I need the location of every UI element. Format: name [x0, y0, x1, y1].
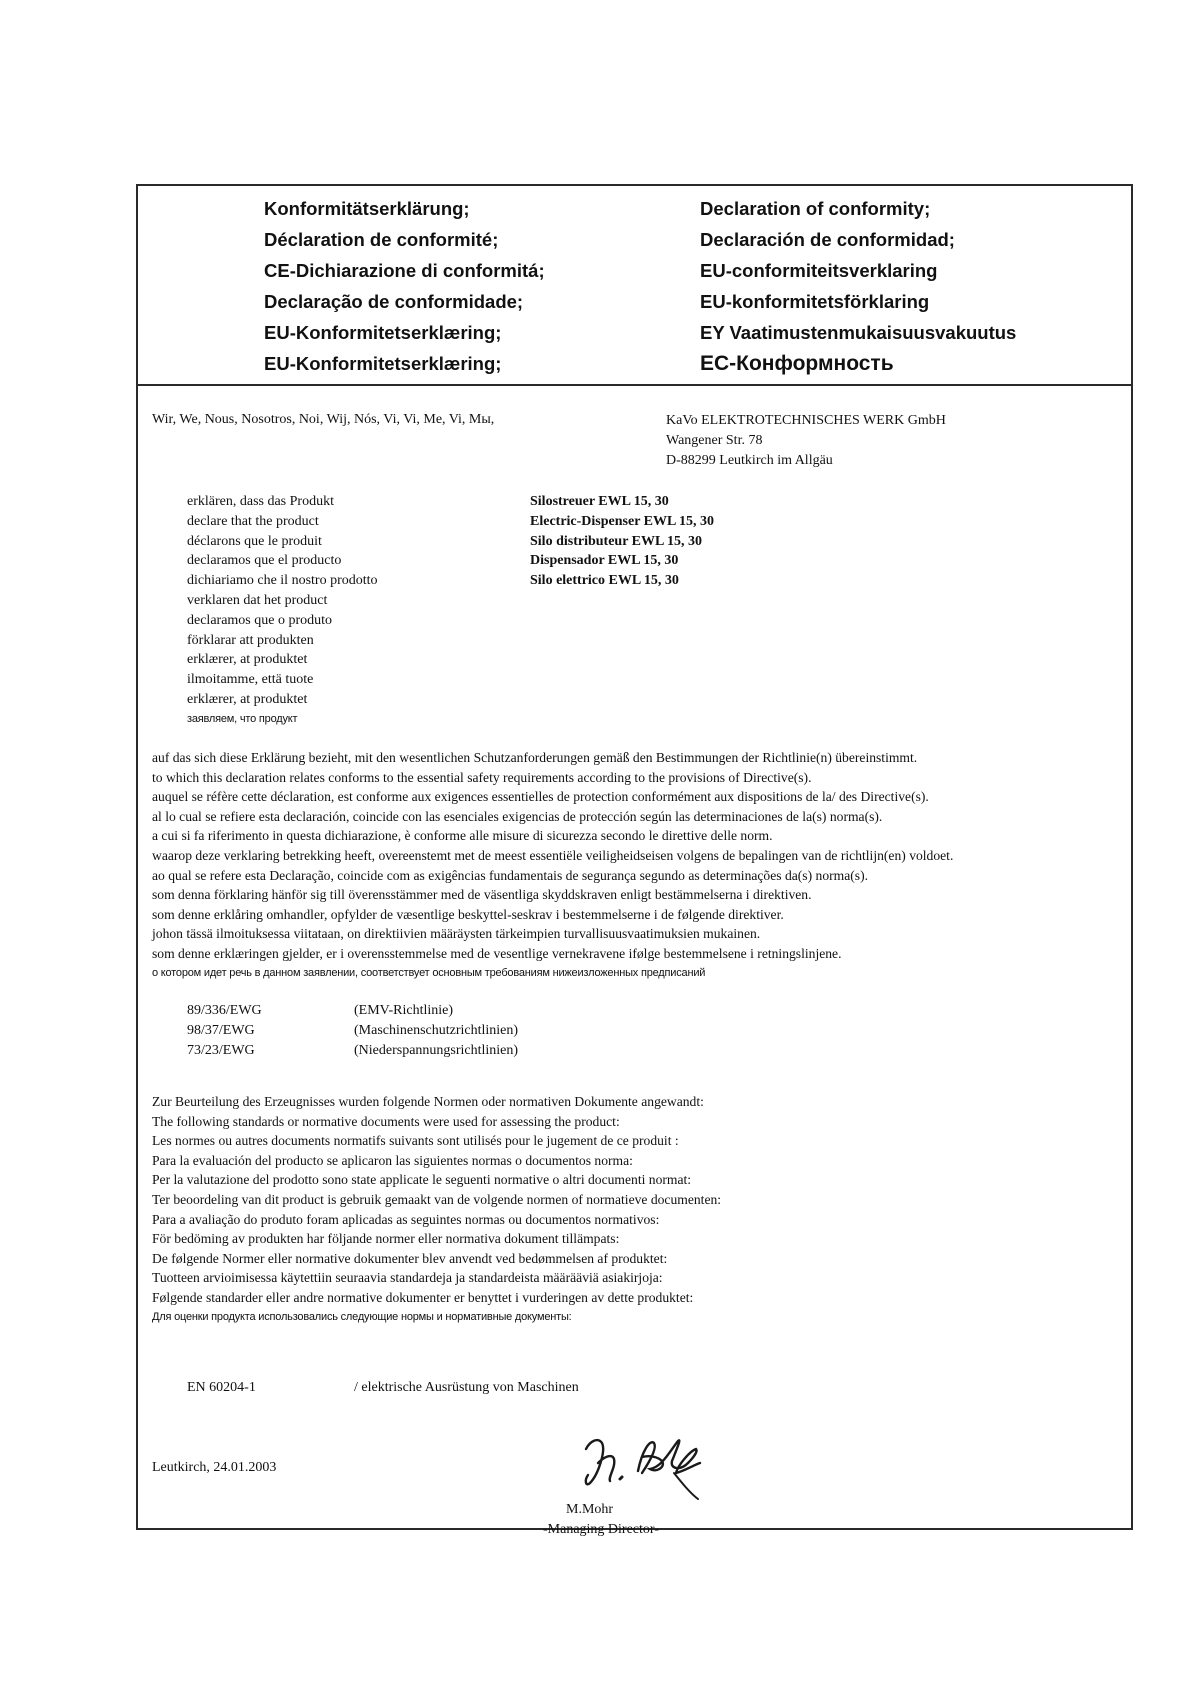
- standards-statement: De følgende Normer eller normative dokumenter blev anvendt ved bedømmelsen af produktet:: [152, 1250, 668, 1266]
- conformity-statement: auf das sich diese Erklärung bezieht, mit den wesentlichen Schutzanforderungen gemäß den Bestimmungen der Richtlinie(n) übereinstimmt.: [152, 750, 918, 765]
- directive-name: (Maschinenschutzrichtlinien): [354, 1022, 519, 1038]
- conformity-statement: to which this declaration relates conforms to the essential safety requirements according to the provisions of Directive(s).: [152, 769, 812, 785]
- conformity-statement: auquel se réfère cette déclaration, est conforme aux exigences essentielles de protection conformément aux dispositions de la/ des Directive(s).: [152, 789, 929, 805]
- product-names: [530, 492, 714, 591]
- declare-phrase: заявляем, что продукт: [187, 712, 298, 725]
- conformity-statement: a cui si fa riferimento in questa dichiarazione, è conforme alle misure di sicurezza secondo le direttive delle norm.: [152, 828, 773, 844]
- header-title: Declaration of conformity;: [700, 198, 931, 219]
- declare-phrase: erklærer, at produktet: [187, 691, 308, 707]
- standards-statement: Zur Beurteilung des Erzeugnisses wurden folgende Normen oder normativen Dokumente angewandt:: [152, 1094, 704, 1109]
- conformity-statement: som denne erklåring omhandler, opfylder de væsentlige beskyttel-seskrav i bestemmelserne i de følgende direktiver.: [152, 906, 784, 922]
- place-date: Leutkirch, 24.01.2003: [152, 1460, 277, 1475]
- conformity-statement: waarop deze verklaring betrekking heeft, overeenstemt met de meest essentiële veiligheidseisen volgens de bepalingen van de richtlijn(en) voldoet.: [152, 847, 954, 863]
- manufacturer-name: KaVo ELEKTROTECHNISCHES WERK GmbH: [666, 413, 946, 428]
- product-name: Silostreuer EWL 15, 30: [530, 494, 669, 509]
- declare-phrase: declaramos que o produto: [187, 612, 333, 628]
- product-name: Silo distributeur EWL 15, 30: [530, 533, 703, 549]
- standards-statement: Para a avaliação do produto foram aplicadas as seguintes normas ou documentos normativos:: [152, 1211, 660, 1227]
- declare-phrase: dichiariamo che il nostro prodotto: [187, 573, 378, 589]
- declare-phrase: déclarons que le produit: [187, 533, 322, 549]
- standards-statement: Tuotteen arvioimisessa käytettiin seuraavia standardeja ja standardeista määrääviä asiakirjoja:: [152, 1270, 663, 1286]
- header-title: ЕС-Конформность: [700, 352, 894, 375]
- conformity-statement: al lo cual se refiere esta declaración, coincide con las esenciales exigencias de protección según las determinaciones de la(s) norma(s).: [152, 808, 883, 824]
- declare-phrases: [187, 492, 378, 730]
- directive-code: 98/37/EWG: [187, 1022, 255, 1038]
- conformity-statement: ao qual se refere esta Declaração, coincide com as exigências fundamentais de segurança segundo as determinações da(s) norma(s).: [152, 867, 868, 883]
- directive-name: (Niederspannungsrichtlinien): [354, 1042, 519, 1058]
- conformity-statement: о котором идет речь в данном заявлении, соответствует основным требованиям нижеизложенных предписаний: [152, 966, 706, 979]
- document-header: [138, 186, 1131, 386]
- conformity-statement: som denne erklæringen gjelder, er i overensstemmelse med de vesentlige vernekravene ifølge bestemmelsene i retningslinjene.: [152, 945, 842, 961]
- standards-statements: [152, 1092, 721, 1327]
- directive-names: [354, 1001, 518, 1060]
- conformity-statement: johon tässä ilmoituksessa viitataan, on direktiivien määräysten tärkeimpien turvallisuusvaatimuksien mukainen.: [152, 926, 761, 942]
- header-title: Déclaration de conformité;: [264, 229, 499, 250]
- header-title: CE-Dichiarazione di conformitá;: [264, 260, 545, 281]
- directive-code: 89/336/EWG: [187, 1003, 262, 1018]
- conformity-statements: [152, 748, 953, 983]
- product-name: Dispensador EWL 15, 30: [530, 553, 679, 569]
- declare-phrase: förklarar att produkten: [187, 632, 314, 648]
- signature: [558, 1411, 758, 1501]
- directive-name: (EMV-Richtlinie): [354, 1003, 454, 1018]
- declare-phrase: ilmoitamme, että tuote: [187, 672, 314, 688]
- declare-phrase: declaramos que el producto: [187, 553, 342, 569]
- standards-statement: Ter beoordeling van dit product is gebruik gemaakt van de volgende normen of normatieve documenten:: [152, 1191, 722, 1207]
- manufacturer-city: D-88299 Leutkirch im Allgäu: [666, 452, 833, 468]
- standards-statement: Для оценки продукта использовались следующие нормы и нормативные документы:: [152, 1310, 572, 1323]
- header-title: EY Vaatimustenmukaisuusvakuutus: [700, 322, 1017, 343]
- declaration-document: [136, 184, 1133, 1537]
- declare-phrase: erklærer, at produktet: [187, 652, 308, 668]
- standards-statement: Per la valutazione del prodotto sono state applicate le seguenti normative o altri documenti normat:: [152, 1172, 692, 1188]
- header-titles-right: [700, 193, 1016, 379]
- standard-description: / elektrische Ausrüstung von Maschinen: [354, 1380, 579, 1395]
- manufacturer-address: [666, 411, 946, 470]
- directive-code: 73/23/EWG: [187, 1042, 255, 1058]
- header-title: EU-Konformitetserklæring;: [264, 353, 502, 374]
- signatory-title: -Managing Director-: [543, 1522, 659, 1537]
- declare-phrase: verklaren dat het product: [187, 592, 328, 608]
- declare-phrase: erklären, dass das Produkt: [187, 494, 334, 509]
- product-name: Silo elettrico EWL 15, 30: [530, 573, 679, 589]
- product-name: Electric-Dispenser EWL 15, 30: [530, 513, 715, 529]
- standards-statement: Para la evaluación del producto se aplicaron las siguientes normas o documentos norma:: [152, 1152, 633, 1168]
- header-title: Konformitätserklärung;: [264, 198, 470, 219]
- header-title: Declaração de conformidade;: [264, 291, 524, 312]
- standards-statement: För bedöming av produkten har följande normer eller normativa dokument tillämpats:: [152, 1231, 620, 1247]
- header-titles-left: [264, 193, 545, 379]
- header-title: EU-conformiteitsverklaring: [700, 260, 938, 281]
- header-title: EU-Konformitetserklæring;: [264, 322, 502, 343]
- directive-codes: [187, 1001, 262, 1060]
- standards-statement: The following standards or normative documents were used for assessing the product:: [152, 1113, 620, 1129]
- standards-statement: Les normes ou autres documents normatifs suivants sont utilisés pour le jugement de ce produit :: [152, 1133, 679, 1149]
- signatory-name: M.Mohr: [566, 1502, 614, 1517]
- header-title: EU-konformitetsförklaring: [700, 291, 930, 312]
- declare-phrase: declare that the product: [187, 513, 319, 529]
- standards-statement: Følgende standarder eller andre normative dokumenter er benyttet i vurderingen av dette produktet:: [152, 1289, 694, 1305]
- we-line: Wir, We, Nous, Nosotros, Noi, Wij, Nós, Vi, Vi, Me, Vi, Мы,: [152, 412, 495, 427]
- conformity-statement: som denna förklaring hänför sig till överensstämmer med de väsentliga skyddskraven enligt bestämmelserna i direktiven.: [152, 887, 812, 903]
- manufacturer-street: Wangener Str. 78: [666, 432, 763, 448]
- standard-code: EN 60204-1: [187, 1380, 256, 1395]
- header-title: Declaración de conformidad;: [700, 229, 955, 250]
